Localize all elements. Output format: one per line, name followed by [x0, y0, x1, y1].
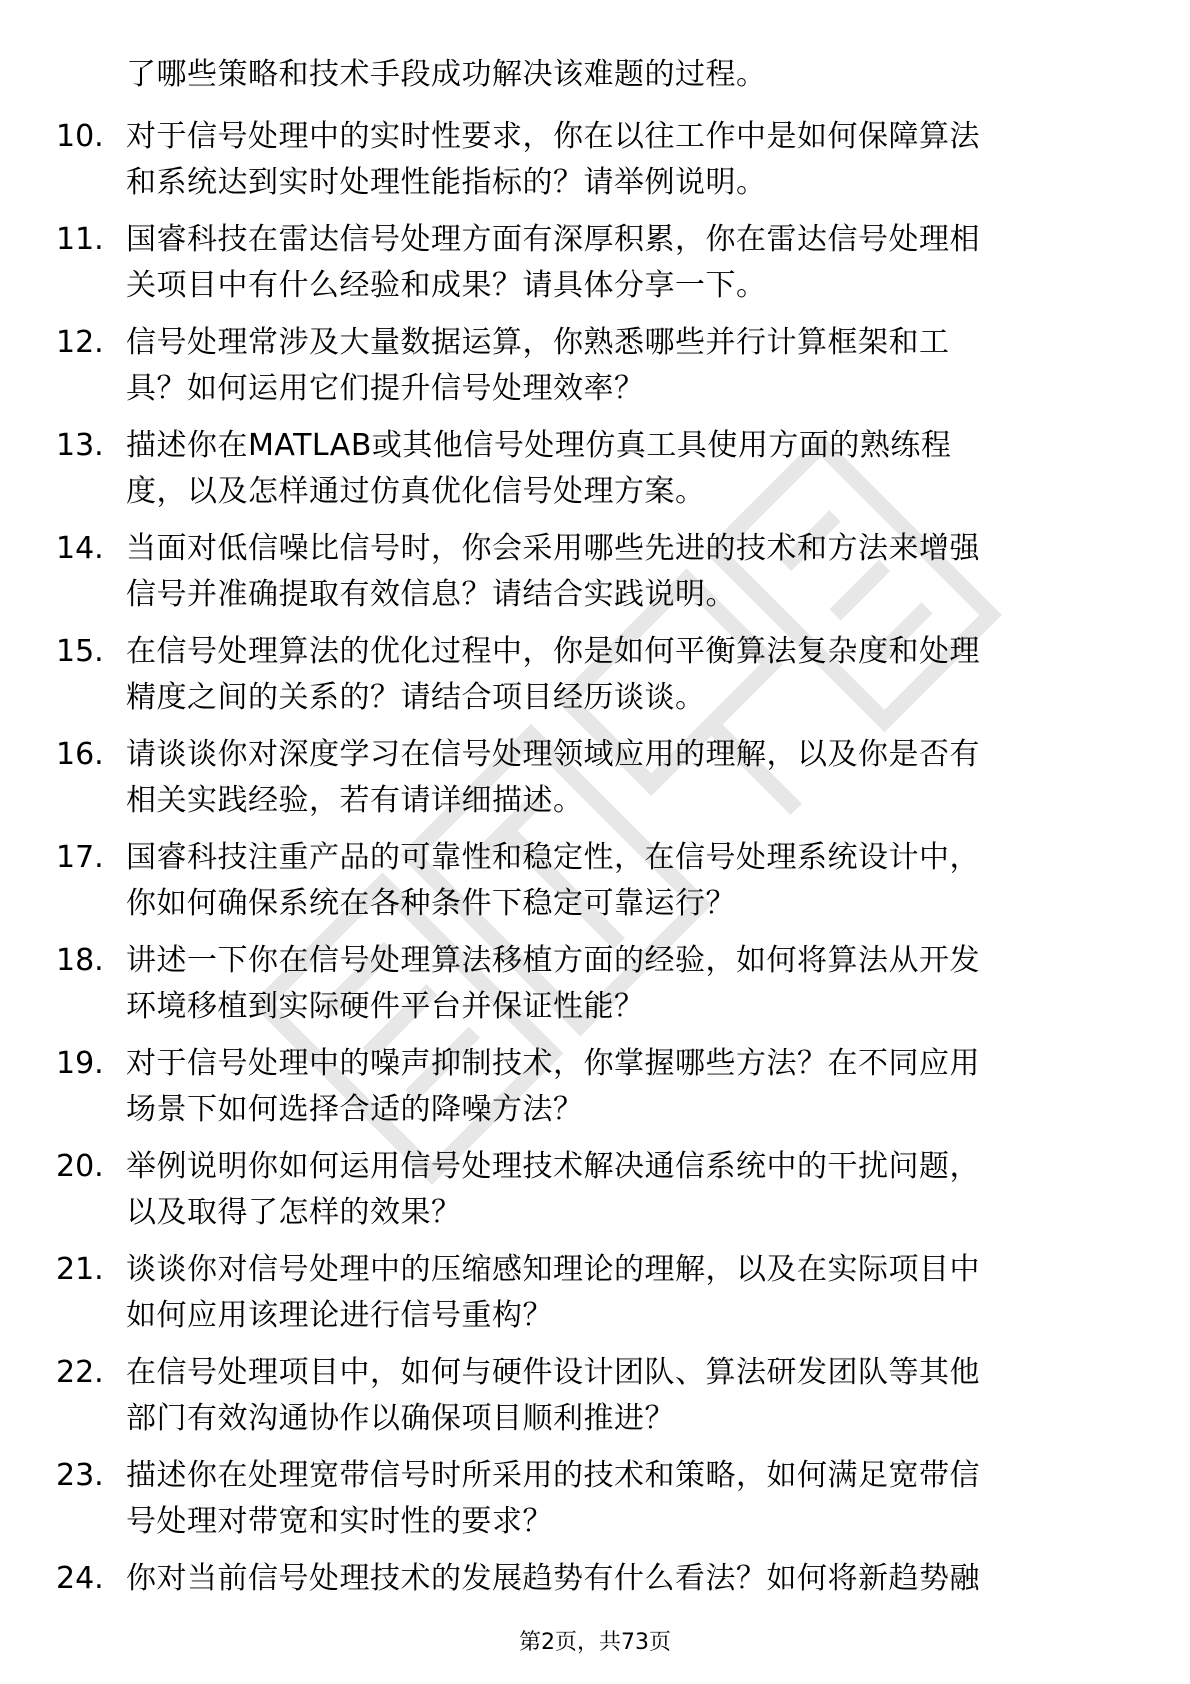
question-text-line: 关项目中有什么经验和成果？请具体分享一下。 — [126, 268, 767, 303]
question-item — [0, 1350, 1190, 1453]
question-number: 12. — [56, 325, 104, 360]
question-text-line: 国睿科技在雷达信号处理方面有深厚积累，你在雷达信号处理相 — [126, 222, 980, 257]
question-text-line: 和系统达到实时处理性能指标的？请举例说明。 — [126, 165, 767, 200]
question-text-line: 讲述一下你在信号处理算法移植方面的经验，如何将算法从开发 — [126, 943, 980, 978]
question-text-line: 信号并准确提取有效信息？请结合实践说明。 — [126, 577, 736, 612]
question-text — [126, 1247, 1116, 1339]
question-item — [0, 732, 1190, 835]
question-text-line: 信号处理常涉及大量数据运算，你熟悉哪些并行计算框架和工 — [126, 325, 950, 360]
question-number: 23. — [56, 1458, 104, 1493]
question-item — [0, 526, 1190, 629]
question-number: 18. — [56, 943, 104, 978]
question-text — [126, 320, 1116, 412]
question-number: 24. — [56, 1561, 104, 1596]
question-text — [126, 423, 1116, 515]
question-text-line: 在信号处理算法的优化过程中，你是如何平衡算法复杂度和处理 — [126, 634, 980, 669]
question-text — [126, 1144, 1116, 1236]
question-text-line: 举例说明你如何运用信号处理技术解决通信系统中的干扰问题， — [126, 1149, 980, 1184]
question-text-line: 如何应用该理论进行信号重构？ — [126, 1298, 553, 1333]
question-text-line: 你对当前信号处理技术的发展趋势有什么看法？如何将新趋势融 — [126, 1561, 980, 1596]
question-item — [0, 835, 1190, 938]
question-item — [0, 114, 1190, 217]
question-text — [126, 835, 1116, 927]
question-item — [0, 217, 1190, 320]
question-text-line: 谈谈你对信号处理中的压缩感知理论的理解，以及在实际项目中 — [126, 1252, 980, 1287]
question-number: 20. — [56, 1149, 104, 1184]
question-number: 15. — [56, 634, 104, 669]
question-text — [126, 1041, 1116, 1133]
question-text-line: 对于信号处理中的实时性要求，你在以往工作中是如何保障算法 — [126, 119, 980, 154]
question-item — [0, 1247, 1190, 1350]
continued-question-text: 了哪些策略和技术手段成功解决该难题的过程。 — [126, 57, 767, 92]
question-text — [126, 1453, 1116, 1545]
question-text-line: 对于信号处理中的噪声抑制技术，你掌握哪些方法？在不同应用 — [126, 1046, 980, 1081]
question-item — [0, 1144, 1190, 1247]
question-item — [0, 938, 1190, 1041]
question-item — [0, 320, 1190, 423]
question-text — [126, 938, 1116, 1030]
question-text-line: 号处理对带宽和实时性的要求？ — [126, 1504, 553, 1539]
question-number: 21. — [56, 1252, 104, 1287]
question-item — [0, 423, 1190, 526]
question-item — [0, 1041, 1190, 1144]
page-footer: 第2页，共73页 — [519, 1630, 671, 1655]
question-text — [126, 1556, 1116, 1602]
question-number: 16. — [56, 737, 104, 772]
question-text — [126, 114, 1116, 206]
question-text-line: 描述你在处理宽带信号时所采用的技术和策略，如何满足宽带信 — [126, 1458, 980, 1493]
question-number: 13. — [56, 428, 104, 463]
question-text-line: 当面对低信噪比信号时，你会采用哪些先进的技术和方法来增强 — [126, 531, 980, 566]
question-text — [126, 526, 1116, 618]
question-text-line: 度，以及怎样通过仿真优化信号处理方案。 — [126, 474, 706, 509]
question-item — [0, 629, 1190, 732]
question-text-line: 场景下如何选择合适的降噪方法？ — [126, 1092, 584, 1127]
question-text-line: 相关实践经验，若有请详细描述。 — [126, 783, 584, 818]
question-text-line: 描述你在MATLAB或其他信号处理仿真工具使用方面的熟练程 — [126, 428, 952, 463]
question-text — [126, 217, 1116, 309]
question-item — [0, 1453, 1190, 1556]
question-list — [0, 114, 1190, 1659]
question-text-line: 请谈谈你对深度学习在信号处理领域应用的理解，以及你是否有 — [126, 737, 980, 772]
question-text — [126, 629, 1116, 721]
question-number: 19. — [56, 1046, 104, 1081]
question-text-line: 你如何确保系统在各种条件下稳定可靠运行？ — [126, 886, 736, 921]
question-text-line: 环境移植到实际硬件平台并保证性能？ — [126, 989, 645, 1024]
question-text — [126, 1350, 1116, 1442]
question-text-line: 以及取得了怎样的效果？ — [126, 1195, 462, 1230]
question-text-line: 在信号处理项目中，如何与硬件设计团队、算法研发团队等其他 — [126, 1355, 980, 1390]
question-number: 10. — [56, 119, 104, 154]
question-number: 22. — [56, 1355, 104, 1390]
question-text-line: 精度之间的关系的？请结合项目经历谈谈。 — [126, 680, 706, 715]
question-text-line: 部门有效沟通协作以确保项目顺利推进？ — [126, 1401, 675, 1436]
question-number: 17. — [56, 840, 104, 875]
question-text-line: 具？如何运用它们提升信号处理效率？ — [126, 371, 645, 406]
question-number: 11. — [56, 222, 104, 257]
question-number: 14. — [56, 531, 104, 566]
question-text-line: 国睿科技注重产品的可靠性和稳定性，在信号处理系统设计中， — [126, 840, 980, 875]
question-text — [126, 732, 1116, 824]
